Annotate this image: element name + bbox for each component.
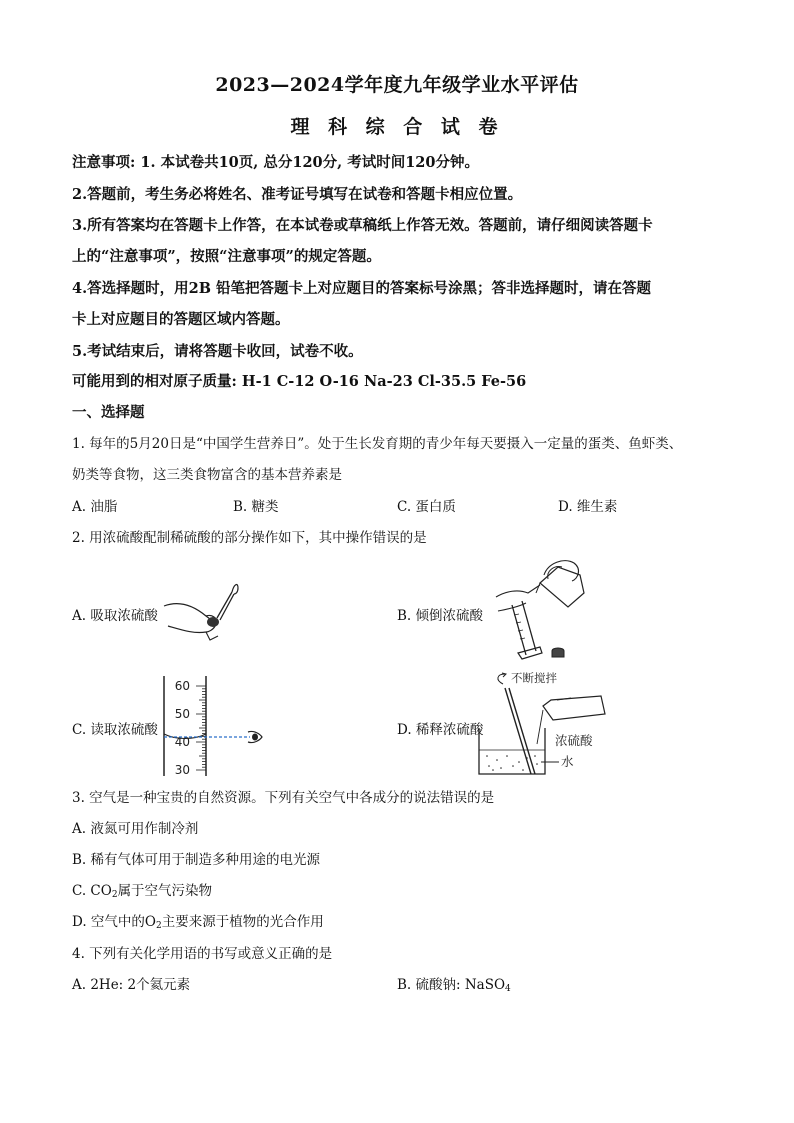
q2-option-b: B. 倾倒浓硫酸 [397,608,484,624]
note-4b: 卡上对应题目的答题区域内答题。 [72,311,290,328]
scale-label-50: 50 [174,707,190,721]
scale-label-30: 30 [174,763,190,777]
q2-option-d: D. 稀释浓硫酸 [397,722,484,738]
q1-option-b: B. 糖类 [233,499,279,515]
q4-stem: 4. 下列有关化学用语的书写或意义正确的是 [72,946,333,962]
q3-stem: 3. 空气是一种宝贵的自然资源。下列有关空气中各成分的说法错误的是 [72,790,495,806]
q3-option-d: D. 空气中的$O_2$主要来源于植物的光合作用 [72,914,324,931]
q1-stem-line1: 1. 每年的5月20日是“中国学生营养日”。处于生长发育期的青少年每天要摄入一定量的蛋类、鱼虾类、 [72,436,683,452]
label-stir: 不断搅拌 [511,671,557,685]
q3-option-b: B. 稀有气体可用于制造多种用途的电光源 [72,852,321,868]
q1-option-d: D. 维生素 [558,499,618,515]
q1-option-c: C. 蛋白质 [397,499,456,515]
note-4a: 4.答选择题时，用2B 铅笔把答题卡上对应题目的答案标号涂黑；答非选择题时，请在答题 [72,280,652,297]
q1-option-a: A. 油脂 [72,499,118,515]
q3-option-c: C. $CO_2$属于空气污染物 [72,883,213,900]
q4-option-b: B. 硫酸钠: NaSO$_4$ [397,977,511,994]
q2-option-a: A. 吸取浓硫酸 [72,608,158,624]
page-subtitle: 理 科 综 合 试 卷 [290,116,504,138]
page-title: 2023—2024学年度九年级学业水平评估 [215,74,579,96]
q3-option-a: A. 液氮可用作制冷剂 [72,821,199,837]
q2-stem: 2. 用浓硫酸配制稀硫酸的部分操作如下，其中操作错误的是 [72,530,427,546]
figure-c-reading [160,674,270,778]
note-2: 2.答题前，考生务必将姓名、准考证号填写在试卷和答题卡相应位置。 [72,186,523,203]
figure-b-pouring [488,553,598,668]
note-3a: 3.所有答案均在答题卡上作答，在本试卷或草稿纸上作答无效。答题前，请仔细阅读答题卡 [72,217,653,234]
scale-label-60: 60 [174,679,190,693]
label-acid: 浓硫酸 [555,733,593,748]
label-water: 水 [561,754,574,769]
q4-option-a: A. 2He: 2个氦元素 [72,977,191,993]
note-3b: 上的“注意事项”，按照“注意事项”的规定答题。 [72,248,381,265]
q2-option-c: C. 读取浓硫酸 [72,722,158,738]
scale-label-40: 40 [174,735,190,749]
note-5: 5.考试结束后，请将答题卡收回，试卷不收。 [72,343,363,360]
section-title: 一、选择题 [72,404,145,421]
figure-d-dilution [475,670,615,780]
atomic-masses: 可能用到的相对原子质量: H-1 C-12 O-16 Na-23 Cl-35.5 Fe-56 [72,373,527,390]
figure-a-dropper [160,578,245,648]
q1-stem-line2: 奶类等食物，这三类食物富含的基本营养素是 [72,467,342,483]
note-1: 注意事项: 1. 本试卷共10页, 总分120分, 考试时间120分钟。 [72,154,479,171]
